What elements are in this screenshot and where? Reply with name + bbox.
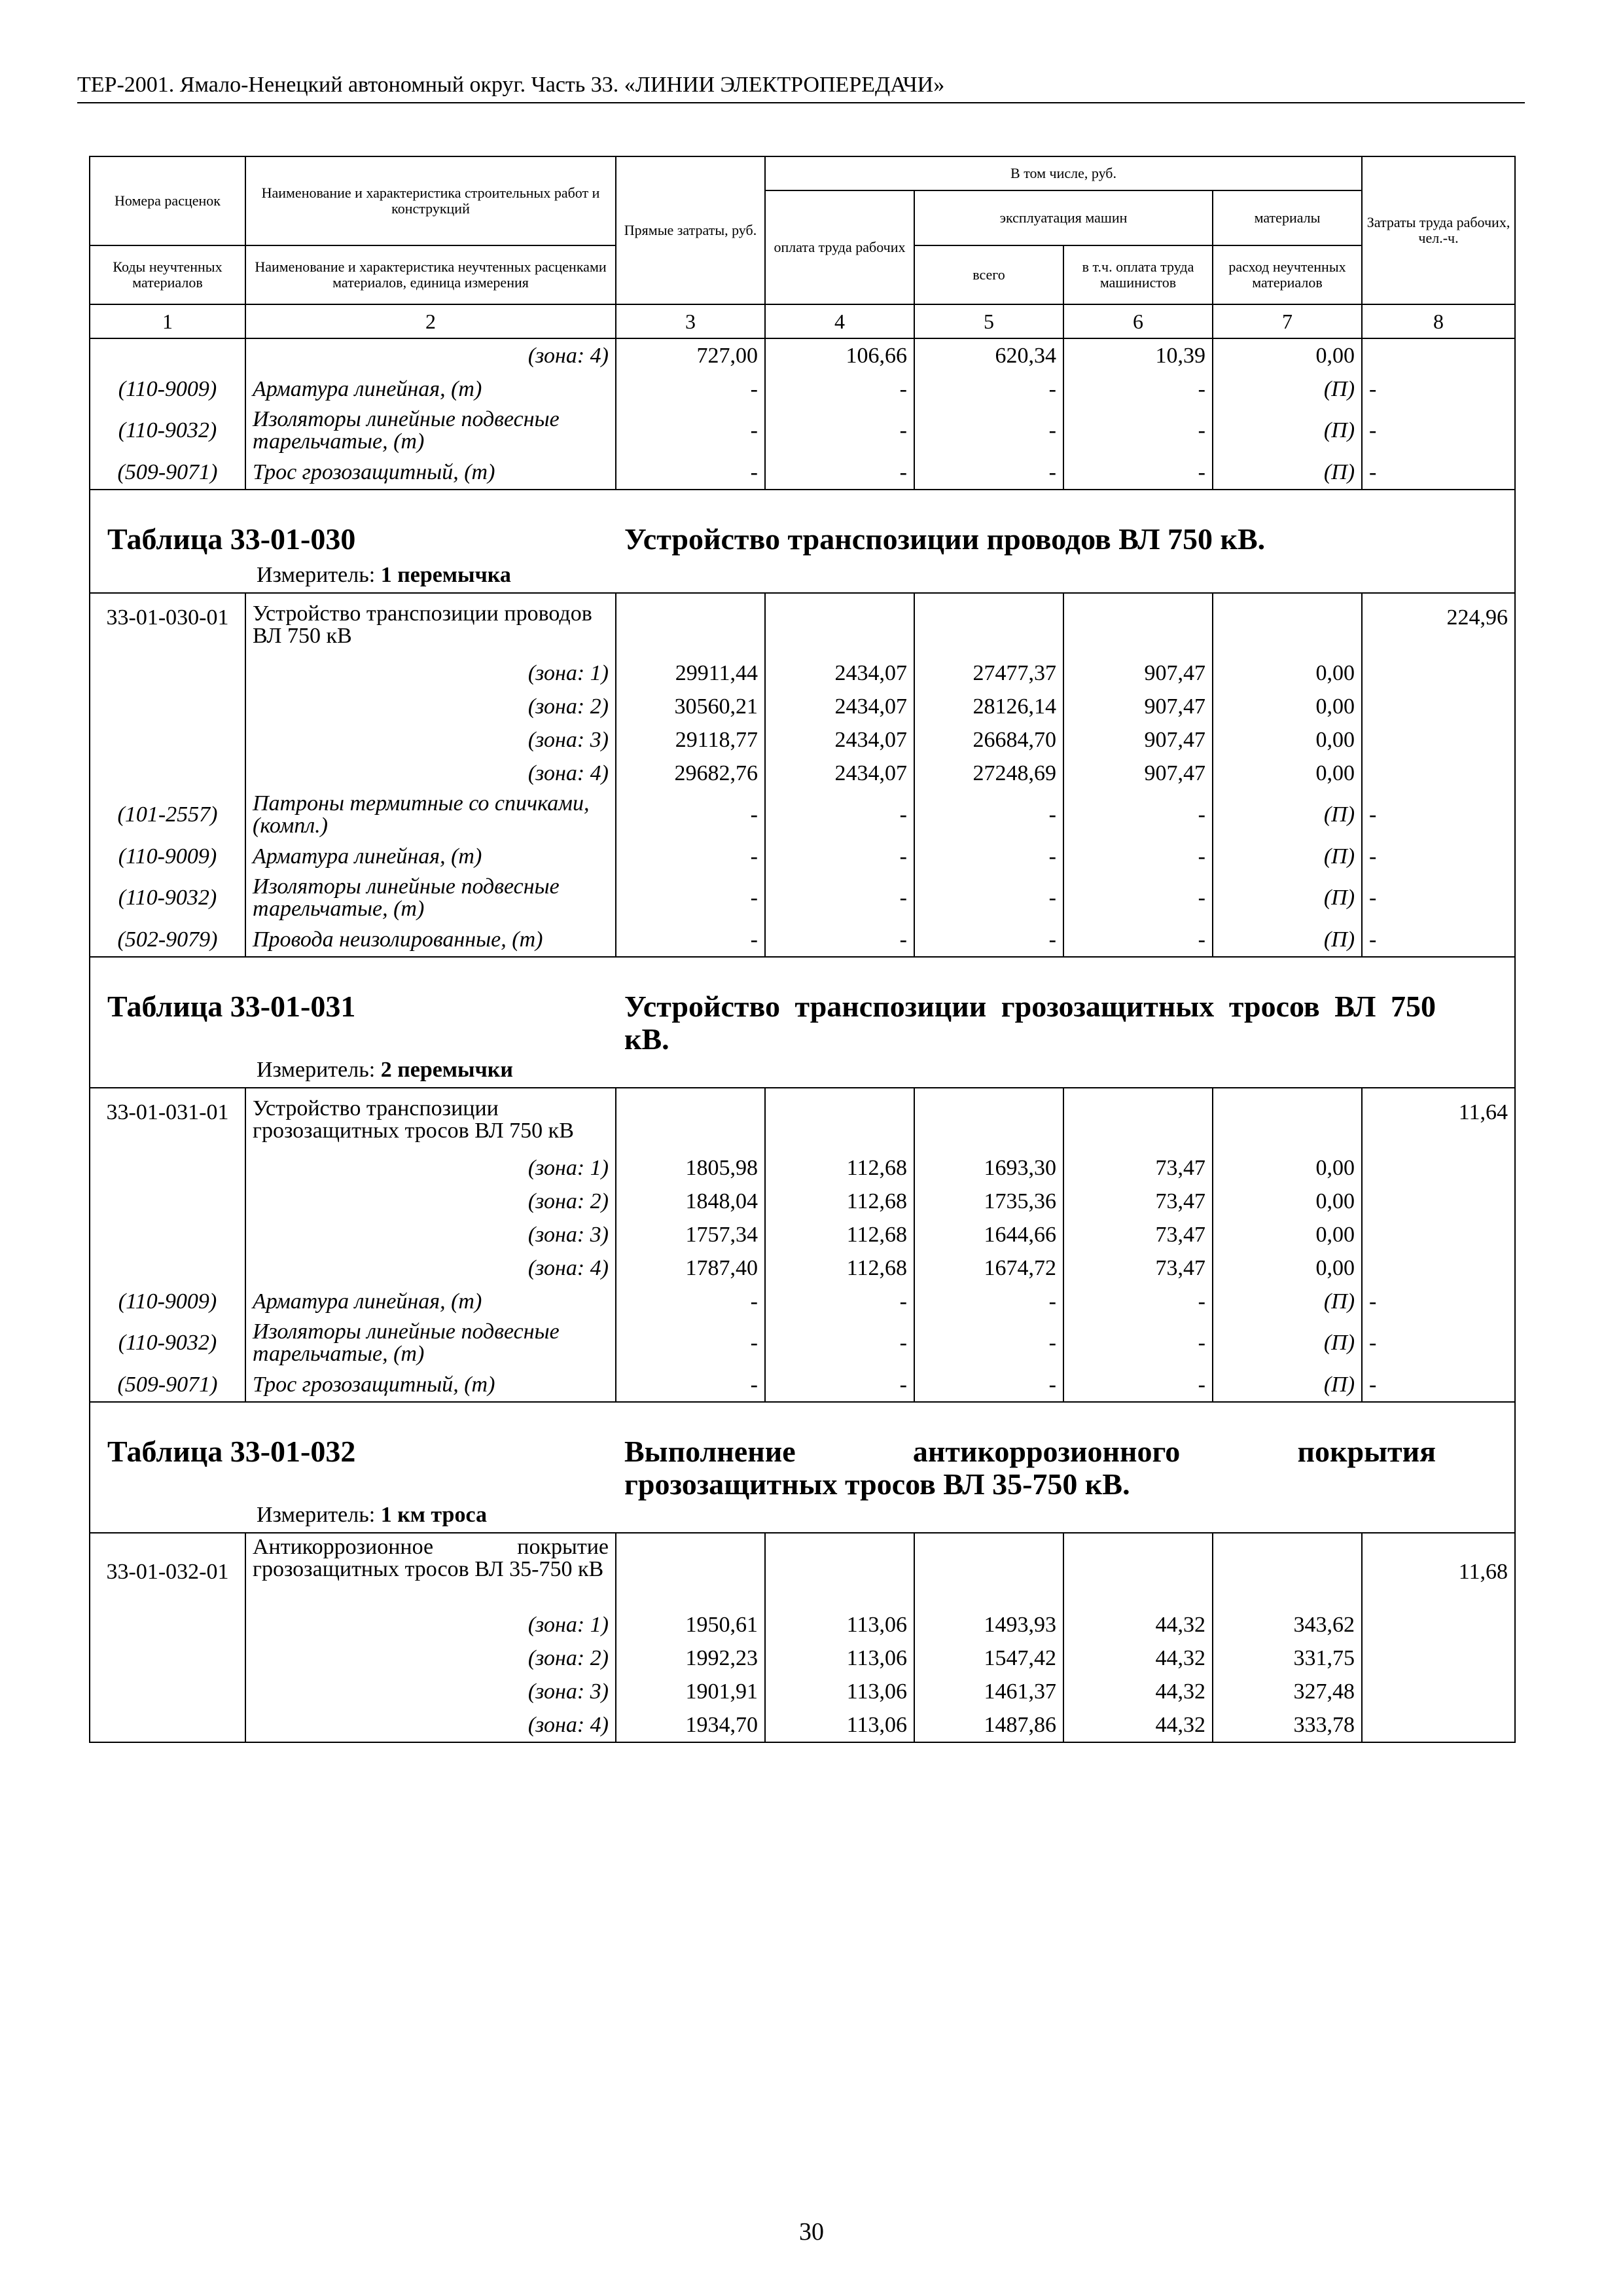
dash: -	[1063, 406, 1213, 456]
dash: -	[1063, 456, 1213, 490]
dash: -	[914, 456, 1063, 490]
col-number: 7	[1213, 304, 1362, 338]
material-row	[90, 1318, 1515, 1368]
direct-costs: 30560,21	[616, 690, 765, 723]
col-header-material-codes: Коды неучтенных материалов	[90, 245, 245, 304]
dash: -	[1362, 456, 1515, 490]
dash: -	[616, 1285, 765, 1318]
materials-cost: 0,00	[1213, 338, 1362, 372]
materials-cost: 343,62	[1213, 1608, 1362, 1641]
material-mark: (П)	[1213, 790, 1362, 840]
material-name: Арматура линейная, (т)	[245, 1285, 616, 1318]
machines-total: 1735,36	[914, 1185, 1063, 1218]
machinist-wages: 44,32	[1063, 1708, 1213, 1742]
measure-value: 1 км троса	[380, 1503, 487, 1527]
col-number: 2	[245, 304, 616, 338]
wages: 113,06	[765, 1641, 914, 1675]
table-header	[90, 156, 1515, 338]
col-header-material-usage: расход неучтенных материалов	[1213, 245, 1362, 304]
machines-total: 27477,37	[914, 656, 1063, 690]
material-name: Изоляторы линейные подвесные тарельчатые, (т)	[245, 873, 616, 923]
material-row	[90, 790, 1515, 840]
dash: -	[765, 1368, 914, 1402]
material-code: (110-9032)	[90, 406, 245, 456]
material-row	[90, 1285, 1515, 1318]
dash: -	[765, 1285, 914, 1318]
zone-label: (зона: 4)	[245, 1251, 616, 1285]
labor-hours: 11,64	[1362, 1088, 1515, 1151]
machines-total: 1487,86	[914, 1708, 1063, 1742]
dash: -	[765, 456, 914, 490]
dash: -	[914, 873, 1063, 923]
zone-row	[90, 723, 1515, 757]
col-header-work-name: Наименование и характеристика строительных работ и конструкций	[245, 156, 616, 245]
zone-label: (зона: 2)	[245, 1641, 616, 1675]
wages: 2434,07	[765, 690, 914, 723]
machinist-wages: 44,32	[1063, 1641, 1213, 1675]
table-number: Таблица 33-01-031	[107, 990, 356, 1023]
direct-costs: 1757,34	[616, 1218, 765, 1251]
zone-row	[90, 1675, 1515, 1708]
machinist-wages: 73,47	[1063, 1151, 1213, 1185]
machinist-wages: 907,47	[1063, 656, 1213, 690]
dash: -	[914, 372, 1063, 406]
dash: -	[1063, 372, 1213, 406]
dash: -	[616, 372, 765, 406]
col-number: 5	[914, 304, 1063, 338]
wages: 112,68	[765, 1185, 914, 1218]
wages: 2434,07	[765, 723, 914, 757]
materials-cost: 0,00	[1213, 656, 1362, 690]
dash: -	[914, 1368, 1063, 1402]
dash: -	[1063, 873, 1213, 923]
dash: -	[914, 790, 1063, 840]
material-mark: (П)	[1213, 1368, 1362, 1402]
machinist-wages: 10,39	[1063, 338, 1213, 372]
zone-row	[90, 757, 1515, 790]
zone-row	[90, 338, 1515, 372]
rate-code: 33-01-030-01	[90, 593, 245, 656]
machinist-wages: 73,47	[1063, 1251, 1213, 1285]
materials-cost: 0,00	[1213, 690, 1362, 723]
dash: -	[616, 1368, 765, 1402]
rate-code: 33-01-031-01	[90, 1088, 245, 1151]
table-title: Выполнение антикоррозионного покрытия грозозащитных тросов ВЛ 35-750 кВ.	[624, 1435, 1436, 1501]
direct-costs: 1787,40	[616, 1251, 765, 1285]
materials-cost: 0,00	[1213, 723, 1362, 757]
dash: -	[914, 406, 1063, 456]
col-header-including: В том числе, руб.	[765, 156, 1362, 190]
material-mark: (П)	[1213, 456, 1362, 490]
material-mark: (П)	[1213, 1318, 1362, 1368]
material-code: (110-9009)	[90, 372, 245, 406]
wages: 113,06	[765, 1708, 914, 1742]
materials-cost: 0,00	[1213, 1218, 1362, 1251]
materials-cost: 0,00	[1213, 1151, 1362, 1185]
labor-hours: 224,96	[1362, 593, 1515, 656]
material-row	[90, 873, 1515, 923]
direct-costs: 1848,04	[616, 1185, 765, 1218]
materials-cost: 327,48	[1213, 1675, 1362, 1708]
material-code: (509-9071)	[90, 1368, 245, 1402]
col-header-materials: материалы	[1213, 190, 1362, 245]
labor-hours: 11,68	[1362, 1533, 1515, 1608]
dash: -	[1362, 1318, 1515, 1368]
machinist-wages: 44,32	[1063, 1608, 1213, 1641]
dash: -	[1063, 923, 1213, 957]
materials-cost: 0,00	[1213, 1185, 1362, 1218]
direct-costs: 727,00	[616, 338, 765, 372]
zone-label: (зона: 3)	[245, 723, 616, 757]
machines-total: 28126,14	[914, 690, 1063, 723]
machinist-wages: 907,47	[1063, 757, 1213, 790]
dash: -	[1362, 1368, 1515, 1402]
material-mark: (П)	[1213, 372, 1362, 406]
material-row	[90, 406, 1515, 456]
dash: -	[1362, 790, 1515, 840]
dash: -	[914, 923, 1063, 957]
rate-name: Устройство транспозиции грозозащитных тросов ВЛ 750 кВ	[245, 1088, 616, 1151]
machines-total: 1674,72	[914, 1251, 1063, 1285]
material-code: (110-9032)	[90, 873, 245, 923]
page-header: ТЕР-2001. Ямало-Ненецкий автономный округ. Часть 33. «ЛИНИИ ЭЛЕКТРОПЕРЕДАЧИ»	[77, 71, 1525, 103]
zone-row	[90, 690, 1515, 723]
material-name: Патроны термитные со спичками, (компл.)	[245, 790, 616, 840]
zone-row	[90, 1641, 1515, 1675]
dash: -	[1362, 873, 1515, 923]
dash: -	[765, 873, 914, 923]
material-mark: (П)	[1213, 406, 1362, 456]
wages: 112,68	[765, 1218, 914, 1251]
col-header-machinist-wages: в т.ч. оплата труда машинистов	[1063, 245, 1213, 304]
table-title: Устройство транспозиции грозозащитных тросов ВЛ 750 кВ.	[624, 990, 1436, 1056]
direct-costs: 1901,91	[616, 1675, 765, 1708]
material-name: Изоляторы линейные подвесные тарельчатые, (т)	[245, 406, 616, 456]
zone-label: (зона: 2)	[245, 690, 616, 723]
measure-row	[90, 561, 1515, 593]
zone-label: (зона: 4)	[245, 757, 616, 790]
wages: 113,06	[765, 1608, 914, 1641]
measure-label: Измеритель:	[257, 563, 376, 587]
zone-label: (зона: 4)	[245, 338, 616, 372]
zone-row	[90, 656, 1515, 690]
dash: -	[765, 372, 914, 406]
table-title-row	[90, 957, 1515, 1056]
material-mark: (П)	[1213, 1285, 1362, 1318]
material-name: Изоляторы линейные подвесные тарельчатые, (т)	[245, 1318, 616, 1368]
material-name: Трос грозозащитный, (т)	[245, 456, 616, 490]
direct-costs: 29682,76	[616, 757, 765, 790]
dash: -	[616, 456, 765, 490]
rate-row	[90, 1533, 1515, 1608]
direct-costs: 1934,70	[616, 1708, 765, 1742]
machines-total: 1461,37	[914, 1675, 1063, 1708]
table-number: Таблица 33-01-030	[107, 522, 356, 556]
col-number: 1	[90, 304, 245, 338]
machinist-wages: 907,47	[1063, 690, 1213, 723]
measure-label: Измеритель:	[257, 1503, 376, 1527]
col-header-direct-costs: Прямые затраты, руб.	[616, 156, 765, 304]
dash: -	[616, 1318, 765, 1368]
material-row	[90, 372, 1515, 406]
table-number: Таблица 33-01-032	[107, 1435, 356, 1468]
machines-total: 26684,70	[914, 723, 1063, 757]
material-name: Арматура линейная, (т)	[245, 372, 616, 406]
zone-label: (зона: 3)	[245, 1675, 616, 1708]
materials-cost: 331,75	[1213, 1641, 1362, 1675]
measure-row	[90, 1501, 1515, 1533]
rate-row	[90, 1088, 1515, 1151]
dash: -	[1362, 406, 1515, 456]
dash: -	[616, 873, 765, 923]
zone-row	[90, 1151, 1515, 1185]
wages: 112,68	[765, 1151, 914, 1185]
zone-row	[90, 1251, 1515, 1285]
dash: -	[765, 1318, 914, 1368]
dash: -	[765, 790, 914, 840]
materials-cost: 0,00	[1213, 1251, 1362, 1285]
direct-costs: 29911,44	[616, 656, 765, 690]
zone-row	[90, 1185, 1515, 1218]
materials-cost: 0,00	[1213, 757, 1362, 790]
dash: -	[616, 840, 765, 873]
material-code: (509-9071)	[90, 456, 245, 490]
machines-total: 620,34	[914, 338, 1063, 372]
material-code: (110-9009)	[90, 1285, 245, 1318]
material-name: Арматура линейная, (т)	[245, 840, 616, 873]
column-numbers-row	[90, 304, 1515, 338]
table-title: Устройство транспозиции проводов ВЛ 750 кВ.	[624, 522, 1266, 556]
machines-total: 1693,30	[914, 1151, 1063, 1185]
material-row	[90, 840, 1515, 873]
material-row	[90, 923, 1515, 957]
rate-name: Антикоррозионное покрытие грозозащитных тросов ВЛ 35-750 кВ	[245, 1533, 616, 1608]
dash: -	[1063, 790, 1213, 840]
machines-total: 27248,69	[914, 757, 1063, 790]
dash: -	[914, 840, 1063, 873]
zone-label: (зона: 1)	[245, 656, 616, 690]
measure-label: Измеритель:	[257, 1058, 376, 1082]
zone-label: (зона: 1)	[245, 1151, 616, 1185]
col-number: 8	[1362, 304, 1515, 338]
machines-total: 1644,66	[914, 1218, 1063, 1251]
zone-label: (зона: 3)	[245, 1218, 616, 1251]
col-number: 6	[1063, 304, 1213, 338]
zone-label: (зона: 4)	[245, 1708, 616, 1742]
zone-row	[90, 1218, 1515, 1251]
dash: -	[1063, 1285, 1213, 1318]
zone-row	[90, 1608, 1515, 1641]
material-code: (502-9079)	[90, 923, 245, 957]
dash: -	[765, 840, 914, 873]
zone-label: (зона: 2)	[245, 1185, 616, 1218]
dash: -	[1063, 1368, 1213, 1402]
col-number: 4	[765, 304, 914, 338]
material-row	[90, 456, 1515, 490]
dash: -	[616, 790, 765, 840]
material-row	[90, 1368, 1515, 1402]
material-mark: (П)	[1213, 840, 1362, 873]
zone-label: (зона: 1)	[245, 1608, 616, 1641]
col-header-rate-number: Номера расценок	[90, 156, 245, 245]
machines-total: 1547,42	[914, 1641, 1063, 1675]
materials-cost: 333,78	[1213, 1708, 1362, 1742]
material-mark: (П)	[1213, 873, 1362, 923]
col-header-wages: оплата труда рабочих	[765, 190, 914, 304]
dash: -	[765, 406, 914, 456]
measure-value: 2 перемычки	[380, 1058, 513, 1082]
dash: -	[914, 1285, 1063, 1318]
direct-costs: 1950,61	[616, 1608, 765, 1641]
dash: -	[914, 1318, 1063, 1368]
col-header-machines-total: всего	[914, 245, 1063, 304]
page-number: 30	[799, 2218, 824, 2246]
machines-total: 1493,93	[914, 1608, 1063, 1641]
price-table	[89, 156, 1516, 1743]
machinist-wages: 73,47	[1063, 1185, 1213, 1218]
dash: -	[1362, 840, 1515, 873]
dash: -	[1362, 1285, 1515, 1318]
col-number: 3	[616, 304, 765, 338]
dash: -	[765, 923, 914, 957]
col-header-material-names: Наименование и характеристика неучтенных расценками материалов, единица измерения	[245, 245, 616, 304]
wages: 106,66	[765, 338, 914, 372]
rate-name: Устройство транспозиции проводов ВЛ 750 кВ	[245, 593, 616, 656]
rate-row	[90, 593, 1515, 656]
direct-costs: 29118,77	[616, 723, 765, 757]
machinist-wages: 907,47	[1063, 723, 1213, 757]
wages: 112,68	[765, 1251, 914, 1285]
machinist-wages: 44,32	[1063, 1675, 1213, 1708]
zone-row	[90, 1708, 1515, 1742]
col-header-machines: эксплуатация машин	[914, 190, 1213, 245]
material-code: (110-9032)	[90, 1318, 245, 1368]
wages: 2434,07	[765, 656, 914, 690]
table-title-row	[90, 490, 1515, 561]
dash: -	[616, 923, 765, 957]
col-header-labor-hours: Затраты труда рабочих, чел.-ч.	[1362, 156, 1515, 304]
dash: -	[1063, 1318, 1213, 1368]
measure-value: 1 перемычка	[380, 563, 511, 587]
dash: -	[1362, 923, 1515, 957]
direct-costs: 1992,23	[616, 1641, 765, 1675]
material-name: Провода неизолированные, (т)	[245, 923, 616, 957]
wages: 113,06	[765, 1675, 914, 1708]
dash: -	[1362, 372, 1515, 406]
table-title-row	[90, 1402, 1515, 1501]
direct-costs: 1805,98	[616, 1151, 765, 1185]
material-code: (110-9009)	[90, 840, 245, 873]
dash: -	[1063, 840, 1213, 873]
machinist-wages: 73,47	[1063, 1218, 1213, 1251]
measure-row	[90, 1056, 1515, 1088]
material-code: (101-2557)	[90, 790, 245, 840]
rate-code: 33-01-032-01	[90, 1533, 245, 1608]
material-name: Трос грозозащитный, (т)	[245, 1368, 616, 1402]
wages: 2434,07	[765, 757, 914, 790]
dash: -	[616, 406, 765, 456]
material-mark: (П)	[1213, 923, 1362, 957]
